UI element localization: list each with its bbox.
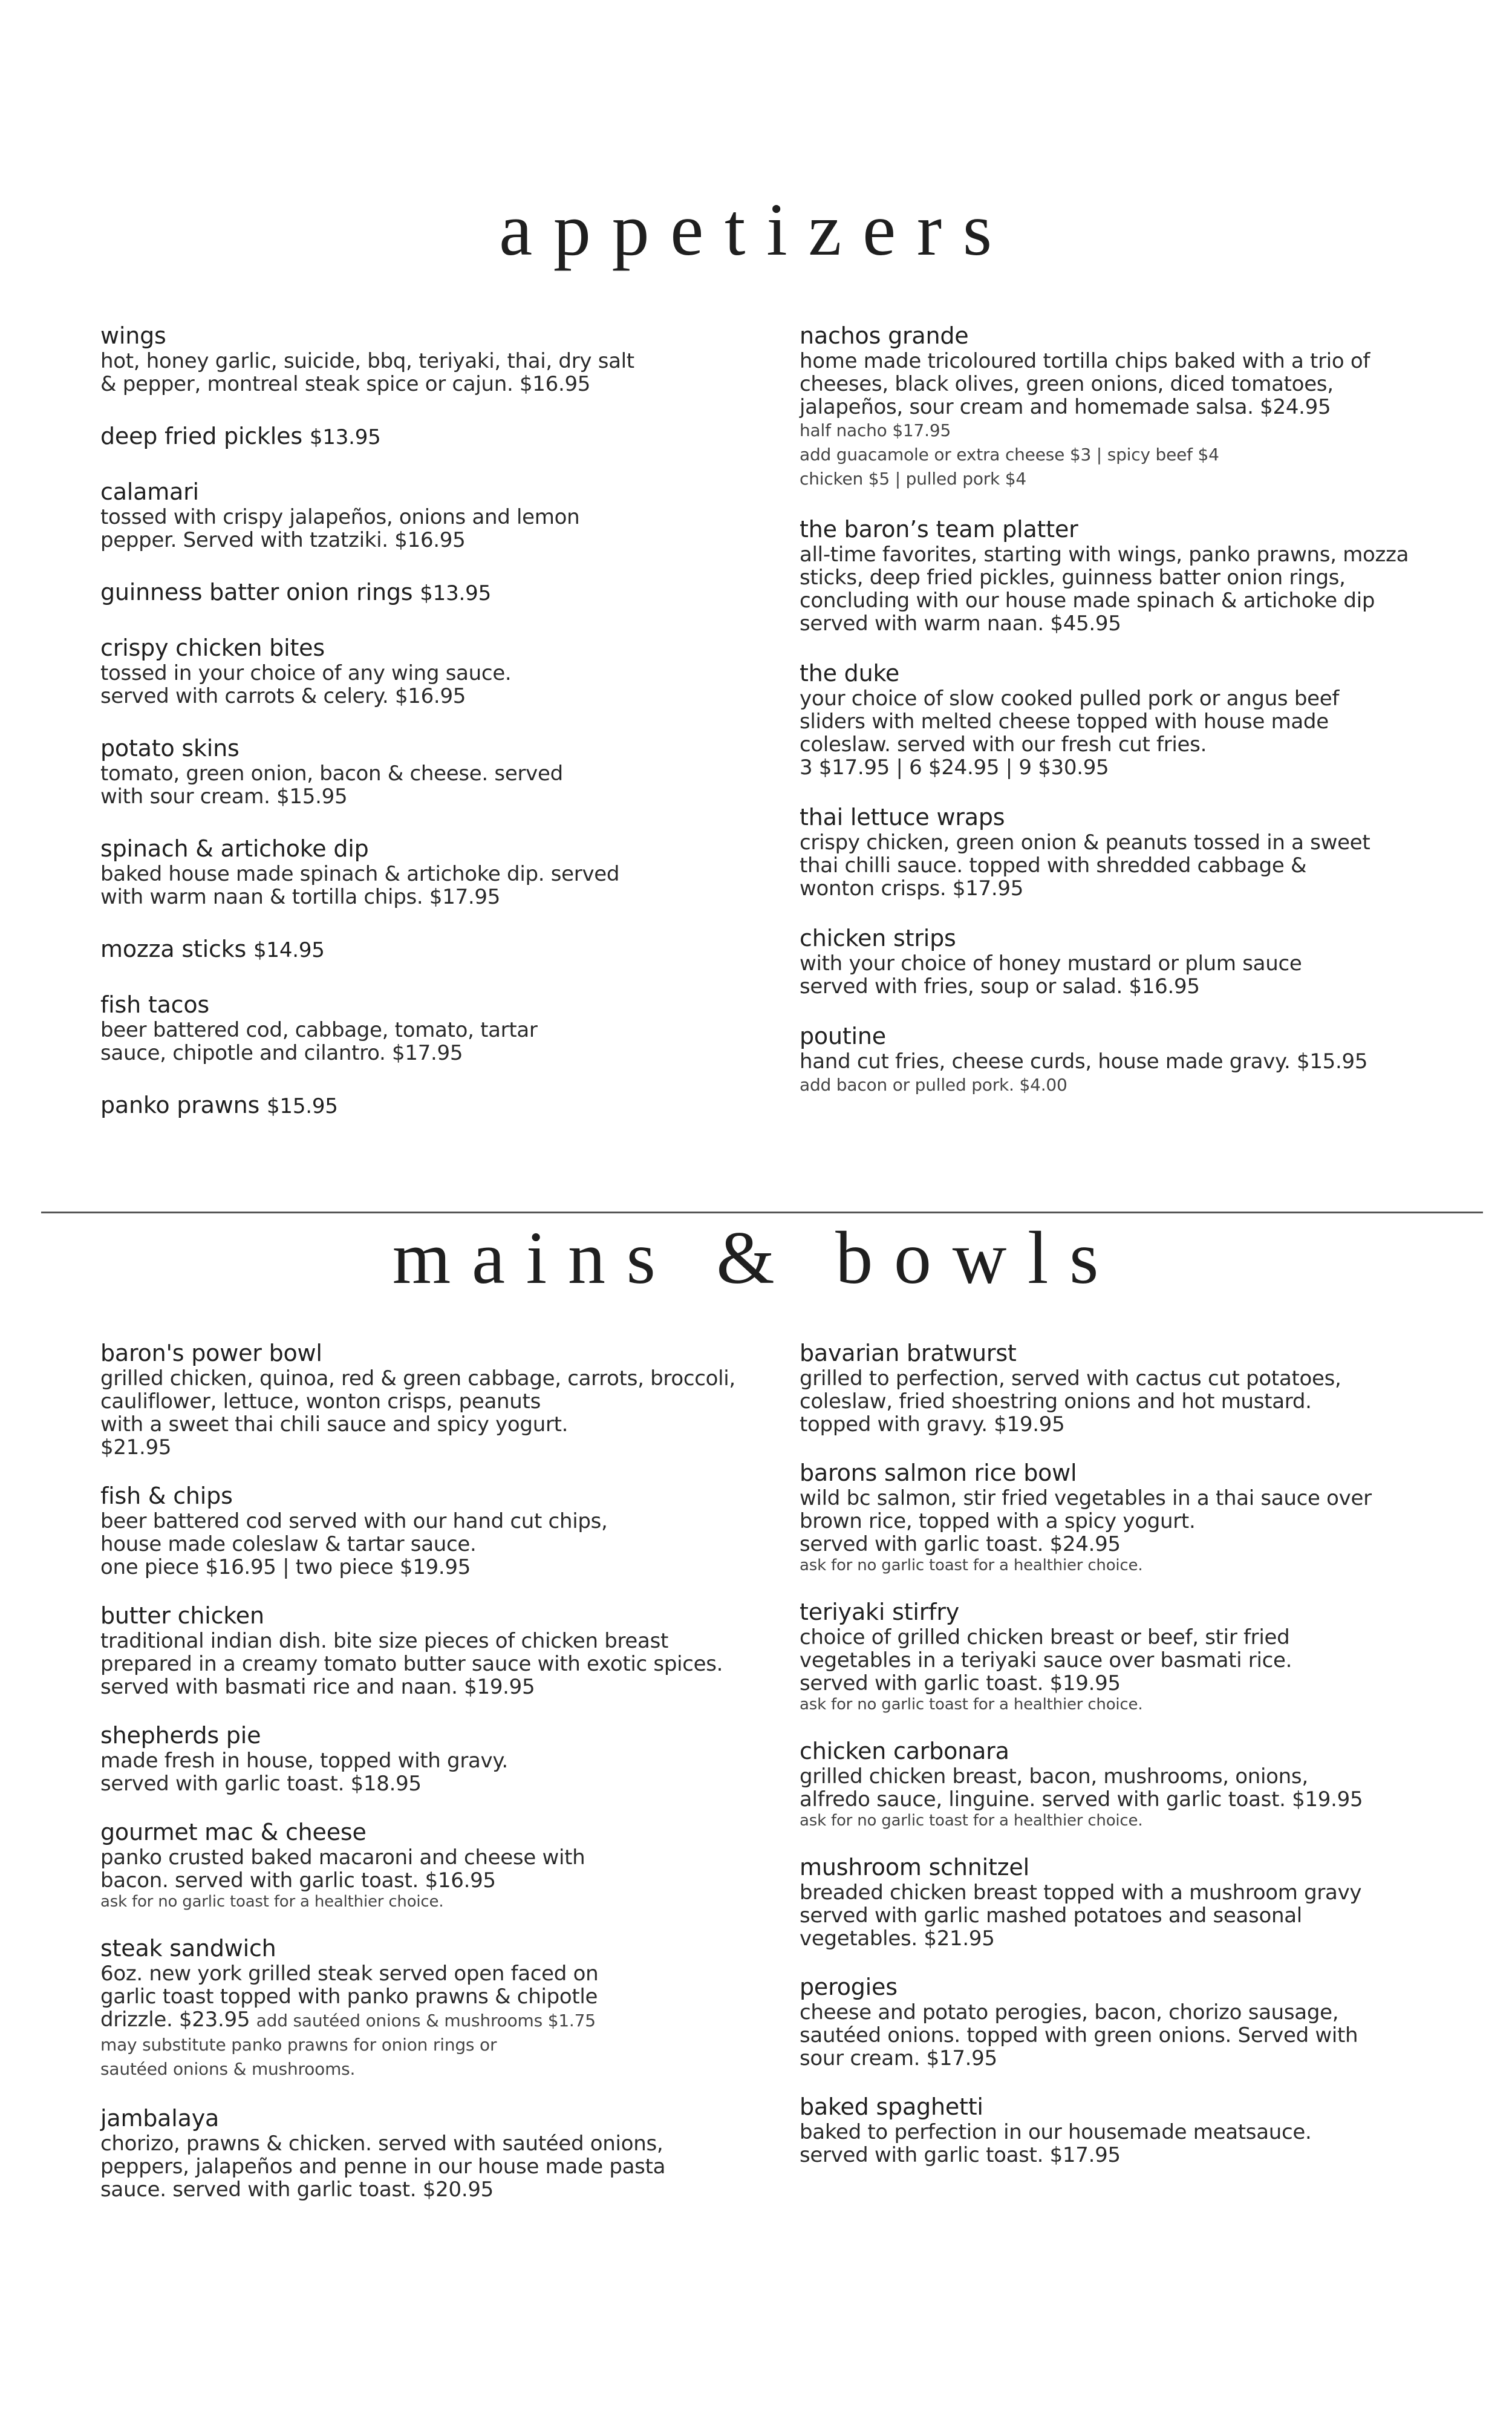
menu-item-description: brown rice, topped with a spicy yogurt. (800, 1509, 1196, 1533)
menu-item (800, 924, 1447, 998)
menu-item-name: potato skins (100, 735, 240, 762)
menu-item-name: perogies (800, 1974, 898, 2000)
menu-item-description: home made tricoloured tortilla chips baked with a trio of (800, 349, 1370, 373)
menu-item (100, 1091, 754, 1120)
menu-item-description: sauce. served with garlic toast. $20.95 (100, 2178, 494, 2202)
menu-item-description: coleslaw. served with our fresh cut fries. (800, 732, 1207, 757)
menu-item-description: with your choice of honey mustard or plum sauce (800, 951, 1302, 976)
menu-item-description: cauliflower, lettuce, wonton crisps, peanuts (100, 1389, 541, 1414)
menu-item (800, 1598, 1447, 1714)
menu-item-name-row (100, 1602, 778, 1630)
menu-item-name-row (100, 1721, 778, 1749)
menu-item-note: add guacamole or extra cheese $3 | spicy beef $4 (800, 445, 1219, 465)
mains-right-column (800, 1339, 1447, 2190)
menu-item-description: crispy chicken, green onion & peanuts tossed in a sweet (800, 830, 1370, 855)
menu-item-name-row (100, 422, 754, 451)
menu-item-name-row (100, 991, 754, 1019)
menu-item-name-row (800, 1598, 1447, 1626)
menu-item-name: baked spaghetti (800, 2093, 983, 2120)
menu-item (100, 1721, 778, 1795)
menu-item-name: shepherds pie (100, 1722, 261, 1749)
menu-item-fine-print: ask for no garlic toast for a healthier choice. (800, 1695, 1143, 1714)
menu-item-description: served with carrots & celery. $16.95 (100, 684, 466, 708)
menu-item-description: coleslaw, fried shoestring onions and hot mustard. (800, 1389, 1312, 1414)
menu-item-name-row (100, 1934, 778, 1962)
menu-item-description: cheese and potato perogies, bacon, chorizo sausage, (800, 2000, 1339, 2024)
menu-item-description: topped with gravy. $19.95 (800, 1412, 1065, 1437)
menu-item-name-row (800, 322, 1447, 350)
menu-item-description: tomato, green onion, bacon & cheese. served (100, 762, 563, 786)
menu-item-name: steak sandwich (100, 1935, 276, 1962)
mains-left-column (100, 1339, 778, 2224)
menu-item-description: with a sweet thai chili sauce and spicy yogurt. (100, 1412, 569, 1437)
menu-item-name-row (100, 1818, 778, 1846)
menu-item (100, 991, 754, 1065)
menu-item (100, 935, 754, 964)
menu-item-addon-note: add sautéed onions & mushrooms $1.75 (256, 2011, 596, 2031)
menu-item-fine-print: ask for no garlic toast for a healthier choice. (800, 1556, 1143, 1574)
menu-item-name: nachos grande (800, 322, 969, 349)
menu-item-description: all-time favorites, starting with wings, panko prawns, mozza (800, 543, 1409, 567)
menu-item (100, 478, 754, 552)
menu-item (800, 1737, 1447, 1830)
menu-item (800, 322, 1447, 491)
menu-item-name-row (800, 1973, 1447, 2001)
menu-item-description: sticks, deep fried pickles, guinness batter onion rings, (800, 566, 1346, 590)
menu-item-description: alfredo sauce, linguine. served with garlic toast. $19.95 (800, 1787, 1363, 1812)
menu-item-description: beer battered cod served with our hand cut chips, (100, 1509, 608, 1533)
menu-item (100, 578, 754, 607)
menu-item-name-row (800, 1022, 1447, 1050)
menu-item (100, 322, 754, 396)
menu-item-fine-print: ask for no garlic toast for a healthier choice. (100, 1893, 444, 1911)
menu-item-description: wonton crisps. $17.95 (800, 876, 1024, 901)
menu-item-description: one piece $16.95 | two piece $19.95 (100, 1555, 471, 1579)
menu-item-name: jambalaya (100, 2105, 220, 2132)
menu-item-price: $14.95 (253, 938, 325, 962)
menu-item-name: calamari (100, 478, 199, 505)
menu-item (100, 634, 754, 708)
menu-item-description: garlic toast topped with panko prawns & chipotle (100, 1985, 598, 2009)
menu-item (800, 515, 1447, 635)
menu-item-description: wild bc salmon, stir fried vegetables in a thai sauce over (800, 1486, 1372, 1510)
appetizers-title: appetizers (499, 188, 1013, 271)
menu-item-name: gourmet mac & cheese (100, 1819, 367, 1845)
menu-item-description: 6oz. new york grilled steak served open faced on (100, 1962, 599, 1986)
menu-item-note: add bacon or pulled pork. $4.00 (800, 1075, 1067, 1095)
menu-item-description: your choice of slow cooked pulled pork or angus beef (800, 687, 1340, 711)
menu-item-description: peppers, jalapeños and penne in our house made pasta (100, 2155, 666, 2179)
menu-item (100, 1339, 778, 1459)
menu-item-description: chorizo, prawns & chicken. served with sautéed onions, (100, 2132, 663, 2156)
menu-item-name: the baron’s team platter (800, 516, 1078, 543)
menu-item-note: half nacho $17.95 (800, 420, 951, 440)
menu-item-price: $13.95 (309, 425, 381, 449)
menu-item-description: choice of grilled chicken breast or beef, stir fried (800, 1625, 1290, 1649)
menu-item-name: teriyaki stirfry (800, 1599, 960, 1625)
menu-item (800, 1973, 1447, 2070)
menu-item-name-row (800, 1853, 1447, 1881)
appetizers-right-column (800, 322, 1447, 1121)
menu-item-description: thai chilli sauce. topped with shredded cabbage & (800, 853, 1307, 878)
menu-item-name-row (100, 322, 754, 350)
menu-item-description: served with garlic toast. $19.95 (800, 1671, 1121, 1695)
menu-item (100, 835, 754, 909)
menu-item-name-row (800, 2093, 1447, 2121)
menu-item-name: bavarian bratwurst (800, 1340, 1017, 1366)
menu-item-description: baked to perfection in our housemade meatsauce. (800, 2120, 1312, 2144)
menu-item-description: panko crusted baked macaroni and cheese with (100, 1845, 585, 1870)
menu-item (100, 1602, 778, 1698)
menu-item-description: with warm naan & tortilla chips. $17.95 (100, 885, 501, 909)
menu-item-description: vegetables. $21.95 (800, 1927, 995, 1951)
menu-item-description: served with fries, soup or salad. $16.95 (800, 974, 1200, 999)
menu-item-description: served with basmati rice and naan. $19.95 (100, 1675, 535, 1699)
menu-item-name-row (100, 1091, 754, 1120)
menu-item-price: $15.95 (266, 1094, 338, 1118)
menu-item-description: bacon. served with garlic toast. $16.95 (100, 1868, 496, 1893)
menu-item (100, 1818, 778, 1911)
menu-item-name: mozza sticks (100, 936, 247, 962)
menu-item-name-row (800, 803, 1447, 831)
menu-item-price: $13.95 (420, 581, 492, 605)
menu-item-description: served with warm naan. $45.95 (800, 612, 1121, 636)
menu-item-name: crispy chicken bites (100, 635, 325, 661)
menu-item-name: wings (100, 322, 166, 349)
menu-item (800, 803, 1447, 900)
menu-item-description: grilled chicken breast, bacon, mushrooms, onions, (800, 1764, 1308, 1789)
menu-item (800, 1022, 1447, 1097)
menu-item-name: baron's power bowl (100, 1340, 322, 1366)
menu-item-description: house made coleslaw & tartar sauce. (100, 1532, 477, 1556)
menu-item-description: vegetables in a teriyaki sauce over basmati rice. (800, 1648, 1292, 1672)
menu-item-description: sauce, chipotle and cilantro. $17.95 (100, 1041, 463, 1065)
menu-item-note: may substitute panko prawns for onion rings or (100, 2035, 497, 2055)
menu-item-description: traditional indian dish. bite size pieces of chicken breast (100, 1629, 669, 1653)
menu-item (800, 1459, 1447, 1575)
menu-item-description: with sour cream. $15.95 (100, 785, 348, 809)
menu-item-description: hot, honey garlic, suicide, bbq, teriyaki, thai, dry salt (100, 349, 634, 373)
menu-item-name-row (100, 1339, 778, 1367)
menu-item (800, 1339, 1447, 1436)
menu-item-name-row (800, 924, 1447, 952)
menu-item-name-row (100, 1482, 778, 1510)
menu-item-name: panko prawns (100, 1092, 260, 1118)
menu-item-fine-print: ask for no garlic toast for a healthier choice. (800, 1812, 1143, 1830)
menu-item-description: prepared in a creamy tomato butter sauce with exotic spices. (100, 1652, 723, 1676)
menu-item-description: tossed in your choice of any wing sauce. (100, 661, 512, 685)
menu-item-name-row (100, 2104, 778, 2132)
menu-item-name-row (100, 478, 754, 506)
menu-item (100, 1482, 778, 1579)
menu-item-description: served with garlic toast. $17.95 (800, 2143, 1121, 2167)
menu-item-note: chicken $5 | pulled pork $4 (800, 469, 1027, 489)
section-divider (41, 1212, 1483, 1213)
menu-item-description: served with garlic toast. $18.95 (100, 1772, 422, 1796)
menu-item-description: $21.95 (100, 1435, 172, 1460)
mains-title: mains & bowls (392, 1216, 1120, 1299)
menu-item-name-row (100, 935, 754, 964)
menu-item-description: served with garlic toast. $24.95 (800, 1532, 1121, 1556)
menu-item-description: sour cream. $17.95 (800, 2046, 997, 2070)
menu-item-name: guinness batter onion rings (100, 579, 413, 605)
menu-item-name: chicken carbonara (800, 1738, 1009, 1764)
menu-item (100, 1934, 778, 2081)
appetizers-left-column (100, 322, 754, 1147)
menu-item-name: spinach & artichoke dip (100, 835, 369, 862)
menu-item-name: chicken strips (800, 925, 956, 951)
menu-item (100, 2104, 778, 2201)
menu-item-name: the duke (800, 660, 900, 687)
menu-item-name: mushroom schnitzel (800, 1854, 1029, 1881)
menu-item-name: butter chicken (100, 1602, 264, 1629)
menu-item (100, 422, 754, 451)
menu-item-name-row (100, 578, 754, 607)
menu-item (800, 1853, 1447, 1950)
menu-item-description: served with garlic mashed potatoes and seasonal (800, 1904, 1302, 1928)
menu-item-name-row (800, 1737, 1447, 1765)
menu-item-description: breaded chicken breast topped with a mushroom gravy (800, 1881, 1362, 1905)
menu-item-description: 3 $17.95 | 6 $24.95 | 9 $30.95 (800, 755, 1109, 780)
menu-item-description: cheeses, black olives, green onions, diced tomatoes, (800, 372, 1334, 396)
menu-item-name: thai lettuce wraps (800, 804, 1005, 830)
menu-item-description: jalapeños, sour cream and homemade salsa. $24.95 (800, 395, 1331, 419)
menu-item (800, 2093, 1447, 2167)
menu-item-name: poutine (800, 1023, 886, 1049)
menu-item-name-row (800, 1339, 1447, 1367)
menu-item-description: baked house made spinach & artichoke dip. served (100, 862, 620, 886)
menu-item-description: grilled chicken, quinoa, red & green cabbage, carrots, broccoli, (100, 1366, 735, 1391)
menu-item-name-row (800, 1459, 1447, 1487)
menu-item-description: & pepper, montreal steak spice or cajun. $16.95 (100, 372, 591, 396)
menu-item (800, 659, 1447, 779)
menu-item-name-row (100, 835, 754, 863)
menu-item-description: concluding with our house made spinach & artichoke dip (800, 589, 1375, 613)
menu-item-description: grilled to perfection, served with cactus cut potatoes, (800, 1366, 1341, 1391)
menu-item-name-row (100, 634, 754, 662)
menu-item-name-row (800, 515, 1447, 543)
menu-item-description: made fresh in house, topped with gravy. (100, 1749, 508, 1773)
menu-item-name: fish & chips (100, 1483, 233, 1509)
menu-item-description-text: drizzle. $23.95 (100, 2008, 250, 2032)
menu-item-description: hand cut fries, cheese curds, house made gravy. $15.95 (800, 1049, 1368, 1074)
menu-item-name: deep fried pickles (100, 423, 302, 449)
menu-item-description: beer battered cod, cabbage, tomato, tartar (100, 1018, 538, 1042)
menu-item-name-row (100, 734, 754, 762)
menu-item-name-row (800, 659, 1447, 687)
menu-item-note: sautéed onions & mushrooms. (100, 2059, 356, 2079)
menu-item-description: sliders with melted cheese topped with house made (800, 710, 1329, 734)
menu-item-name: barons salmon rice bowl (800, 1460, 1077, 1486)
menu-item-description: tossed with crispy jalapeños, onions and lemon (100, 505, 580, 529)
menu-item-description: pepper. Served with tzatziki. $16.95 (100, 528, 466, 552)
menu-item-description: sautéed onions. topped with green onions. Served with (800, 2023, 1358, 2047)
menu-item-name: fish tacos (100, 991, 210, 1018)
menu-item (100, 734, 754, 808)
menu-item-description (100, 2008, 778, 2033)
